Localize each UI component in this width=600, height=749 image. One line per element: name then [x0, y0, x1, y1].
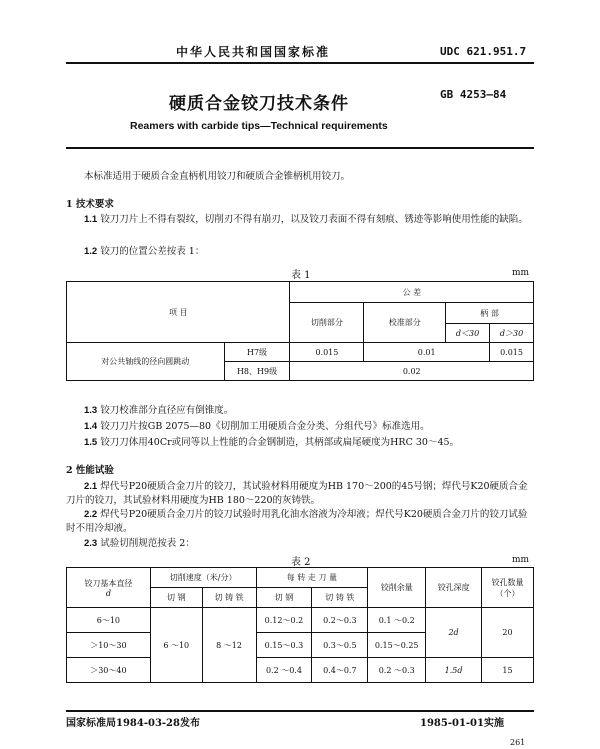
gb-code: GB 4253—84	[440, 88, 507, 101]
clause-1-2	[84, 245, 204, 259]
holes-unit: （个）	[495, 588, 520, 598]
table-2-header-feed: 每 转 走 刀 量	[256, 568, 368, 588]
table-2-header-diameter	[67, 568, 151, 608]
table-2-cell-allowance: 0.1 ～0.2	[368, 608, 426, 633]
diameter-symbol: d	[105, 588, 111, 598]
table-1-cell: 0.015	[290, 343, 364, 362]
table-2-unit: mm	[512, 555, 530, 565]
table-1-header-cutting: 切削部分	[290, 303, 364, 343]
clause-number: 1.2	[84, 246, 98, 257]
table-2-speed-steel: 切 钢	[150, 588, 202, 608]
table-1-unit: mm	[512, 268, 530, 278]
table-1-header-d-small: d＜30	[446, 324, 490, 343]
table-2-feed-steel: 切 钢	[256, 588, 312, 608]
table-2-cell-holes: 20	[482, 608, 534, 658]
table-1-row-label: 对公共轴线的径向圆跳动	[67, 343, 225, 381]
clause-number: 2.1	[84, 481, 98, 492]
clause-1-3	[84, 404, 233, 418]
clause-number: 1.4	[84, 421, 98, 432]
clause-2-3	[84, 537, 195, 551]
table-2-cell-allowance: 0.2 ～0.3	[368, 658, 426, 683]
table-2-speed-iron: 切 铸 铁	[202, 588, 256, 608]
intro-paragraph: 本标准适用于硬质合金直柄机用铰刀和硬质合金锥柄机用铰刀。	[84, 171, 351, 182]
table-1-header-calibration: 校准部分	[364, 303, 446, 343]
table-row	[67, 658, 534, 683]
table-1-cell: 0.02	[290, 362, 534, 381]
clause-1-4	[84, 420, 430, 434]
table-2-cell-dia: 6～10	[67, 608, 151, 633]
table-2	[66, 567, 534, 683]
udc-code: UDC 621.951.7	[440, 45, 527, 58]
clause-text: 铰刀刀片按GB 2075—80《切削加工用硬质合金分类、分组代号》标准选用。	[100, 421, 430, 432]
table-1-header-item: 项 目	[67, 282, 290, 343]
table-2-cell-dia: ＞10～30	[67, 633, 151, 658]
clause-1-5	[84, 436, 459, 450]
table-2-header-speed: 切削速度（米/分）	[150, 568, 256, 588]
table-2-cell-feed-iron: 0.2～0.3	[312, 608, 368, 633]
table-1-header-d-large: d＞30	[490, 324, 534, 343]
table-1	[66, 281, 534, 381]
page-number: 261	[510, 738, 526, 747]
table-2-cell-dia: ＞30～40	[67, 658, 151, 683]
table-2-cell-speed-iron: 8 ～12	[202, 608, 256, 683]
clause-number: 1.5	[84, 437, 98, 448]
clause-text: 焊代号P20硬质合金刀片的铰刀，其试验材料用硬度为HB 170～200的45号钢；焊代号K20硬质合金刀片的铰刀，其试验材料用硬度为HB 180～220的灰铸铁。	[66, 481, 528, 506]
table-2-cell-holes: 15	[482, 658, 534, 683]
table-2-feed-iron: 切 铸 铁	[312, 588, 368, 608]
standard-header: 中华人民共和国国家标准	[176, 45, 331, 59]
table-2-cell-depth: 1.5d	[426, 658, 482, 683]
clause-2-1	[66, 480, 534, 508]
table-2-cell-feed-iron: 0.4～0.7	[312, 658, 368, 683]
section-2-heading: 2 性能试验	[66, 465, 114, 476]
clause-text: 铰刀刀片上不得有裂纹，切削刃不得有崩刃，以及铰刀表面不得有刻痕、锈迹等影响使用性能的缺陷。	[100, 214, 528, 225]
clause-text: 铰刀校准部分直径应有倒锥度。	[100, 405, 234, 416]
diameter-label: 铰刀基本直径	[84, 578, 133, 588]
table-2-cell-depth: 2d	[426, 608, 482, 658]
header-divider	[66, 62, 534, 64]
page-title: 硬质合金铰刀技术条件	[169, 94, 349, 114]
clause-text: 铰刀的位置公差按表 1：	[100, 246, 205, 257]
table-2-header-allowance: 铰削余量	[368, 568, 426, 608]
table-2-caption: 表 2	[291, 557, 311, 568]
clause-text: 试验切削规范按表 2：	[100, 538, 195, 549]
holes-label: 铰孔数量	[491, 577, 524, 587]
footer-divider	[66, 710, 534, 712]
table-1-cell: 0.015	[490, 343, 534, 362]
table-1-header-tolerance: 公 差	[290, 282, 534, 303]
table-1-grade-h8-h9: H8、H9级	[224, 362, 290, 381]
clause-number: 1.3	[84, 405, 98, 416]
table-1-caption: 表 1	[291, 270, 311, 281]
table-2-cell-feed-steel: 0.2 ～0.4	[256, 658, 312, 683]
table-1-header-shank: 柄 部	[446, 303, 534, 324]
table-2-header-depth: 铰孔深度	[426, 568, 482, 608]
clause-1-1	[66, 213, 534, 227]
table-2-cell-speed-steel: 6 ～10	[150, 608, 202, 683]
clause-number: 2.3	[84, 538, 98, 549]
table-2-cell-allowance: 0.15～0.25	[368, 633, 426, 658]
table-row	[67, 608, 534, 633]
table-2-cell-feed-steel: 0.12～0.2	[256, 608, 312, 633]
clause-number: 1.1	[84, 214, 98, 225]
clause-text: 铰刀刀体用40Cr或同等以上性能的合金钢制造，其柄部或扁尾硬度为HRC 30～45。	[100, 437, 460, 448]
issue-date: 国家标准局1984-03-28发布	[66, 718, 200, 729]
table-1-grade-h7: H7级	[224, 343, 290, 362]
clause-number: 2.2	[84, 509, 98, 520]
table-1-cell: 0.01	[364, 343, 490, 362]
title-divider	[66, 147, 534, 149]
clause-text: 焊代号P20硬质合金刀片的铰刀试验时用乳化油水溶液为冷却液；焊代号K20硬质合金刀片的铰刀试验时不用冷却液。	[66, 509, 528, 534]
table-2-cell-feed-iron: 0.3～0.5	[312, 633, 368, 658]
section-1-heading: 1 技术要求	[66, 199, 114, 210]
effective-date: 1985-01-01实施	[420, 718, 504, 729]
page-title-english: Reamers with carbide tips—Technical requirements	[130, 120, 388, 132]
table-2-header-holes	[482, 568, 534, 608]
clause-2-2	[66, 508, 534, 536]
table-2-cell-feed-steel: 0.15～0.3	[256, 633, 312, 658]
